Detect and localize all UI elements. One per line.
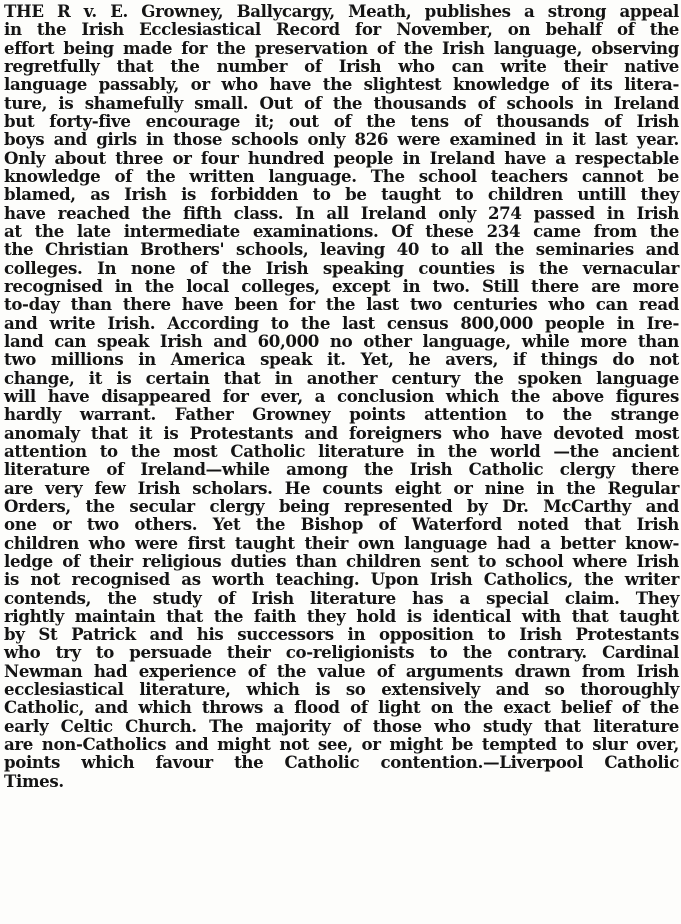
article-line: boys and girls in those schools only 826 were examined in it last year. bbox=[4, 129, 679, 150]
article-line: is not recognised as worth teaching. Upon Irish Catholics, the writer bbox=[4, 569, 679, 590]
article-line: who try to persuade their co-religionists to the contrary. Cardinal bbox=[4, 642, 679, 663]
article-line: anomaly that it is Protestants and foreigners who have devoted most bbox=[4, 422, 679, 443]
article-line: change, it is certain that in another century the spoken language bbox=[4, 367, 679, 388]
article-line: Times. bbox=[4, 770, 64, 791]
article-line: land can speak Irish and 60,000 no other language, while more than bbox=[4, 330, 679, 351]
article-line: are very few Irish scholars. He counts eight or nine in the Regular bbox=[4, 477, 679, 498]
article-line: early Celtic Church. The majority of those who study that literature bbox=[4, 715, 679, 736]
article-line: contends, the study of Irish literature has a special claim. They bbox=[4, 587, 679, 608]
article-line: children who were first taught their own language had a better know- bbox=[4, 532, 679, 553]
article-line: rightly maintain that the faith they hold is identical with that taught bbox=[4, 605, 679, 626]
article-line: at the late intermediate examinations. Of these 234 came from the bbox=[4, 220, 679, 241]
article-body bbox=[4, 2, 679, 790]
article-line: attention to the most Catholic literature in the world —the ancient bbox=[4, 440, 679, 461]
article-line: ture, is shamefully small. Out of the thousands of schools in Ireland bbox=[4, 92, 679, 113]
article-line: hardly warrant. Father Growney points attention to the strange bbox=[4, 404, 679, 425]
article-line: THE R v. E. Growney, Ballycargy, Meath, publishes a strong appeal bbox=[4, 1, 679, 21]
article-line: two millions in America speak it. Yet, he avers, if things do not bbox=[4, 349, 679, 370]
article-line: language passably, or who have the slightest knowledge of its litera- bbox=[4, 74, 679, 95]
article-line: regretfully that the number of Irish who can write their native bbox=[4, 55, 679, 76]
article-line: colleges. In none of the Irish speaking counties is the vernacular bbox=[4, 257, 679, 278]
article-line: will have disappeared for ever, a conclusion which the above figures bbox=[4, 385, 679, 406]
article-line: ledge of their religious duties than children sent to school where Irish bbox=[4, 550, 679, 571]
article-line: literature of Ireland—while among the Irish Catholic clergy there bbox=[4, 459, 679, 480]
article-line: the Christian Brothers' schools, leaving 40 to all the seminaries and bbox=[4, 239, 679, 260]
article-line: have reached the fifth class. In all Ireland only 274 passed in Irish bbox=[4, 202, 679, 223]
article-line: Catholic, and which throws a flood of light on the exact belief of the bbox=[4, 697, 679, 718]
article-line: in the Irish Ecclesiastical Record for November, on behalf of the bbox=[4, 19, 679, 40]
article-line: and write Irish. According to the last census 800,000 people in Ire- bbox=[4, 312, 679, 333]
article-line: points which favour the Catholic contention.—Liverpool Catholic bbox=[4, 752, 679, 773]
article-line: knowledge of the written language. The school teachers cannot be bbox=[4, 165, 679, 186]
article-line: Only about three or four hundred people in Ireland have a respectable bbox=[4, 147, 679, 168]
article-line: to-day than there have been for the last two centuries who can read bbox=[4, 294, 679, 315]
article-line: are non-Catholics and might not see, or might be tempted to slur over, bbox=[4, 734, 679, 755]
article-line: ecclesiastical literature, which is so extensively and so thoroughly bbox=[4, 679, 679, 700]
article-line: Newman had experience of the value of arguments drawn from Irish bbox=[4, 660, 679, 681]
article-line: blamed, as Irish is forbidden to be taught to children untill they bbox=[4, 184, 679, 205]
article-line: by St Patrick and his successors in opposition to Irish Protestants bbox=[4, 624, 679, 645]
article-line: one or two others. Yet the Bishop of Waterford noted that Irish bbox=[4, 514, 679, 535]
article-line: Orders, the secular clergy being represented by Dr. McCarthy and bbox=[4, 495, 679, 516]
article-line: recognised in the local colleges, except in two. Still there are more bbox=[4, 275, 679, 296]
article-line: but forty-five encourage it; out of the tens of thousands of Irish bbox=[4, 110, 679, 131]
article-line: effort being made for the preservation of the Irish language, observing bbox=[4, 37, 679, 58]
